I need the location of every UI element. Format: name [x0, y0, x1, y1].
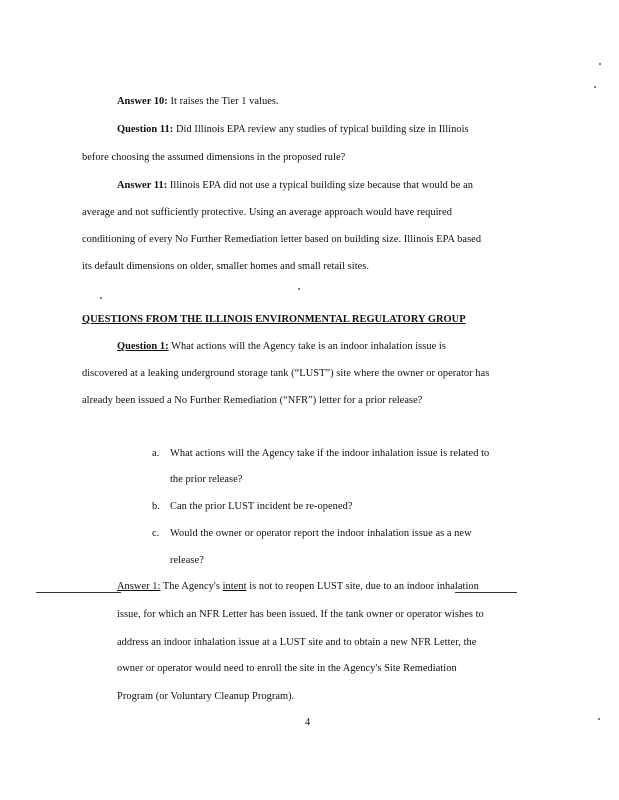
answer-11-line-3: conditioning of every No Further Remediation letter based on building size. Illinois EPA based [82, 234, 482, 245]
answer-11-line-2: average and not sufficiently protective. Using an average approach would have required [82, 207, 452, 218]
answer-1-line-4: owner or operator would need to enroll the site in the Agency's Site Remediation [117, 663, 457, 674]
answer-1-label: Answer 1: [117, 581, 161, 592]
answer-10-text: It raises the Tier 1 values. [167, 96, 279, 107]
margin-rule-left [36, 592, 121, 593]
question-11-label: Question 11: [117, 124, 174, 135]
question-1 [117, 340, 446, 353]
scan-speck [599, 63, 601, 65]
scan-speck [598, 718, 600, 720]
answer-11 [117, 179, 473, 192]
answer-10-label: Answer 10: [117, 96, 168, 107]
answer-1 [117, 580, 479, 593]
answer-11-line-4: its default dimensions on older, smaller homes and small retail sites. [82, 261, 370, 272]
question-1-line-1: What actions will the Agency take is an indoor inhalation issue is [168, 341, 446, 352]
scan-speck [100, 297, 102, 299]
answer-1-emphasis: intent [222, 581, 247, 592]
question-11-line-2: before choosing the assumed dimensions in the proposed rule? [82, 152, 346, 163]
question-1-line-2: discovered at a leaking underground storage tank (“LUST”) site where the owner or operator has [82, 368, 490, 379]
question-11-line-1: Did Illinois EPA review any studies of typical building size in Illinois [173, 124, 469, 135]
answer-1-line-1-post: is not to reopen LUST site, due to an indoor inhalation [246, 581, 479, 592]
question-1-label: Question 1: [117, 341, 169, 352]
answer-1-line-5: Program (or Voluntary Cleanup Program). [117, 691, 295, 702]
list-item-a-line-2: the prior release? [170, 474, 243, 485]
section-heading: QUESTIONS FROM THE ILLINOIS ENVIRONMENTAL REGULATORY GROUP [82, 314, 466, 325]
list-item-marker-a: a. [152, 448, 160, 459]
question-1-line-3: already been issued a No Further Remediation (“NFR”) letter for a prior release? [82, 395, 423, 406]
scan-speck [298, 288, 300, 290]
list-item-c-line-2: release? [170, 555, 204, 566]
answer-1-line-3: address an indoor inhalation issue at a LUST site and to obtain a new NFR Letter, the [117, 637, 477, 648]
list-item-c-line-1: Would the owner or operator report the indoor inhalation issue as a new [170, 528, 472, 539]
page-number: 4 [305, 717, 311, 728]
answer-10 [117, 95, 279, 108]
question-11 [117, 123, 469, 136]
answer-1-line-1-pre: The Agency's [160, 581, 223, 592]
list-item-marker-c: c. [152, 528, 160, 539]
answer-11-label: Answer 11: [117, 180, 168, 191]
answer-1-line-2: issue, for which an NFR Letter has been issued. If the tank owner or operator wishes to [117, 609, 484, 620]
list-item-marker-b: b. [152, 501, 160, 512]
list-item-b-line-1: Can the prior LUST incident be re-opened? [170, 501, 353, 512]
list-item-a-line-1: What actions will the Agency take if the indoor inhalation issue is related to [170, 448, 490, 459]
scan-speck [594, 86, 596, 88]
answer-11-line-1: Illinois EPA did not use a typical building size because that would be an [167, 180, 473, 191]
